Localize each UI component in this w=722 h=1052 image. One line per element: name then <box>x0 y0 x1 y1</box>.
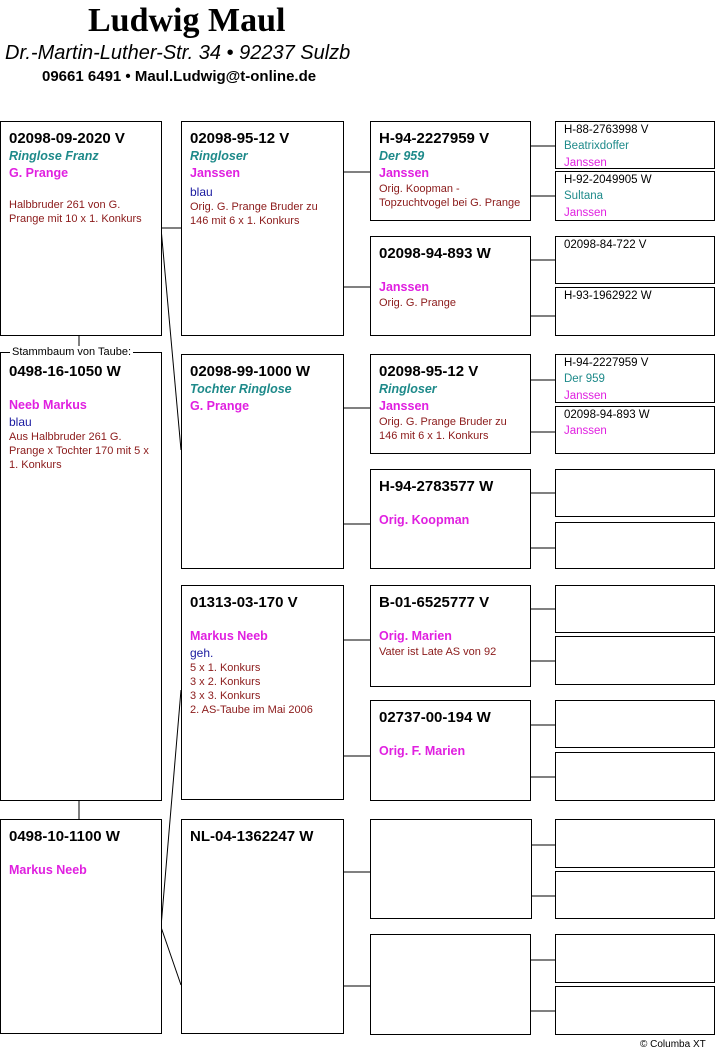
mfm-card[interactable] <box>370 700 531 801</box>
g4-ring: 02098-84-722 V <box>564 239 647 251</box>
mff-card[interactable] <box>370 585 531 687</box>
ff-ring: 02098-95-12 V <box>190 130 290 147</box>
g4-breeder: Janssen <box>564 390 607 402</box>
fmm-ring: H-94-2783577 W <box>379 478 494 495</box>
g4-card-11[interactable] <box>555 700 715 748</box>
mm-card[interactable] <box>181 819 344 1034</box>
fm-breeder: G. Prange <box>190 399 250 413</box>
g4-card-7[interactable] <box>555 469 715 517</box>
fmf-name: Ringloser <box>379 382 437 396</box>
owner-contact: 09661 6491 • Maul.Ludwig@t-online.de <box>42 68 317 85</box>
mf-color: geh. <box>190 646 214 660</box>
ffm-breeder: Janssen <box>379 280 430 294</box>
g4-breeder: Janssen <box>564 157 607 169</box>
mff-remark: Vater ist Late AS von 92 <box>379 646 497 658</box>
g4-ring: H-92-2049905 W <box>564 174 652 186</box>
fff-ring: H-94-2227959 V <box>379 130 490 147</box>
subject-card[interactable] <box>0 352 162 801</box>
g4-card-1[interactable] <box>555 121 715 169</box>
fmm-breeder: Orig. Koopman <box>379 513 470 527</box>
fmf-remark: Orig. G. Prange Bruder zu 146 mit 6 x 1. Konkurs <box>379 416 507 442</box>
father-breeder: G. Prange <box>9 166 69 180</box>
subject-breeder: Neeb Markus <box>9 398 87 412</box>
owner-name: Ludwig Maul <box>88 2 286 39</box>
g4-breeder: Janssen <box>564 425 607 437</box>
mf-ring: 01313-03-170 V <box>190 594 298 611</box>
ff-color: blau <box>190 185 213 199</box>
g4-card-13[interactable] <box>555 819 715 868</box>
g4-card-12[interactable] <box>555 752 715 801</box>
g4-card-10[interactable] <box>555 636 715 685</box>
g4-name: Der 959 <box>564 373 605 385</box>
g4-card-6[interactable] <box>555 406 715 454</box>
g4-card-5[interactable] <box>555 354 715 403</box>
ff-breeder: Janssen <box>190 166 241 180</box>
g4-ring: H-93-1962922 W <box>564 290 652 302</box>
mf-breeder: Markus Neeb <box>190 629 268 643</box>
mf-card[interactable] <box>181 585 344 800</box>
fff-breeder: Janssen <box>379 166 430 180</box>
g4-name: Sultana <box>564 190 604 202</box>
father-name: Ringlose Franz <box>9 149 99 163</box>
mff-ring: B-01-6525777 V <box>379 594 490 611</box>
g4-breeder: Janssen <box>564 207 607 219</box>
ff-remark: Orig. G. Prange Bruder zu 146 mit 6 x 1. Konkurs <box>190 201 318 227</box>
g4-ring: H-88-2763998 V <box>564 124 649 136</box>
owner-address: Dr.-Martin-Luther-Str. 34 • 92237 Sulzb <box>5 42 351 64</box>
mmf-card[interactable] <box>370 819 532 919</box>
mother-card[interactable] <box>0 819 162 1034</box>
g4-card-4[interactable] <box>555 287 715 336</box>
ffm-remark: Orig. G. Prange <box>379 297 457 309</box>
stammbaum-label: Stammbaum von Taube: <box>12 346 132 358</box>
g4-ring: H-94-2227959 V <box>564 357 649 369</box>
g4-card-2[interactable] <box>555 171 715 221</box>
fff-remark: Orig. Koopman - Topzuchtvogel bei G. Prange <box>379 183 521 209</box>
mf-remark-line: 3 x 3. Konkurs <box>190 690 261 702</box>
father-card[interactable] <box>0 121 162 336</box>
g4-name: Beatrixdoffer <box>564 140 629 152</box>
software-credit: © Columba XT <box>640 1039 706 1050</box>
subject-color: blau <box>9 415 32 429</box>
mother-breeder: Markus Neeb <box>9 863 87 877</box>
mff-breeder: Orig. Marien <box>379 629 452 643</box>
mfm-ring: 02737-00-194 W <box>379 709 491 726</box>
mf-remark-line: 3 x 2. Konkurs <box>190 676 261 688</box>
ffm-card[interactable] <box>370 236 531 336</box>
fmf-card[interactable] <box>370 354 531 454</box>
fmf-breeder: Janssen <box>379 399 430 413</box>
fff-name: Der 959 <box>379 149 425 163</box>
g4-card-16[interactable] <box>555 986 715 1035</box>
g4-card-15[interactable] <box>555 934 715 983</box>
ff-name: Ringloser <box>190 149 248 163</box>
ffm-ring: 02098-94-893 W <box>379 245 491 262</box>
g4-card-14[interactable] <box>555 871 715 919</box>
g4-card-3[interactable] <box>555 236 715 284</box>
g4-card-9[interactable] <box>555 585 715 633</box>
mmm-card[interactable] <box>370 934 531 1035</box>
fmm-card[interactable] <box>370 469 531 569</box>
g4-card-8[interactable] <box>555 522 715 569</box>
fff-card[interactable] <box>370 121 531 221</box>
mfm-breeder: Orig. F. Marien <box>379 744 466 758</box>
fm-card[interactable] <box>181 354 344 569</box>
fmf-ring: 02098-95-12 V <box>379 363 479 380</box>
ff-card[interactable] <box>181 121 344 336</box>
g4-ring: 02098-94-893 W <box>564 409 650 421</box>
father-remark: Halbbruder 261 von G. Prange mit 10 x 1. Konkurs <box>9 199 142 225</box>
fm-name: Tochter Ringlose <box>190 382 292 396</box>
fm-ring: 02098-99-1000 W <box>190 363 311 380</box>
mm-ring: NL-04-1362247 W <box>190 828 314 845</box>
subject-remark: Aus Halbbruder 261 G. Prange x Tochter 170 mit 5 x 1. Konkurs <box>9 431 149 471</box>
mf-remark-line: 5 x 1. Konkurs <box>190 662 261 674</box>
mother-ring: 0498-10-1100 W <box>9 828 120 845</box>
mf-remark-line: 2. AS-Taube im Mai 2006 <box>190 704 313 716</box>
father-ring: 02098-09-2020 V <box>9 130 125 147</box>
subject-ring: 0498-16-1050 W <box>9 363 121 380</box>
